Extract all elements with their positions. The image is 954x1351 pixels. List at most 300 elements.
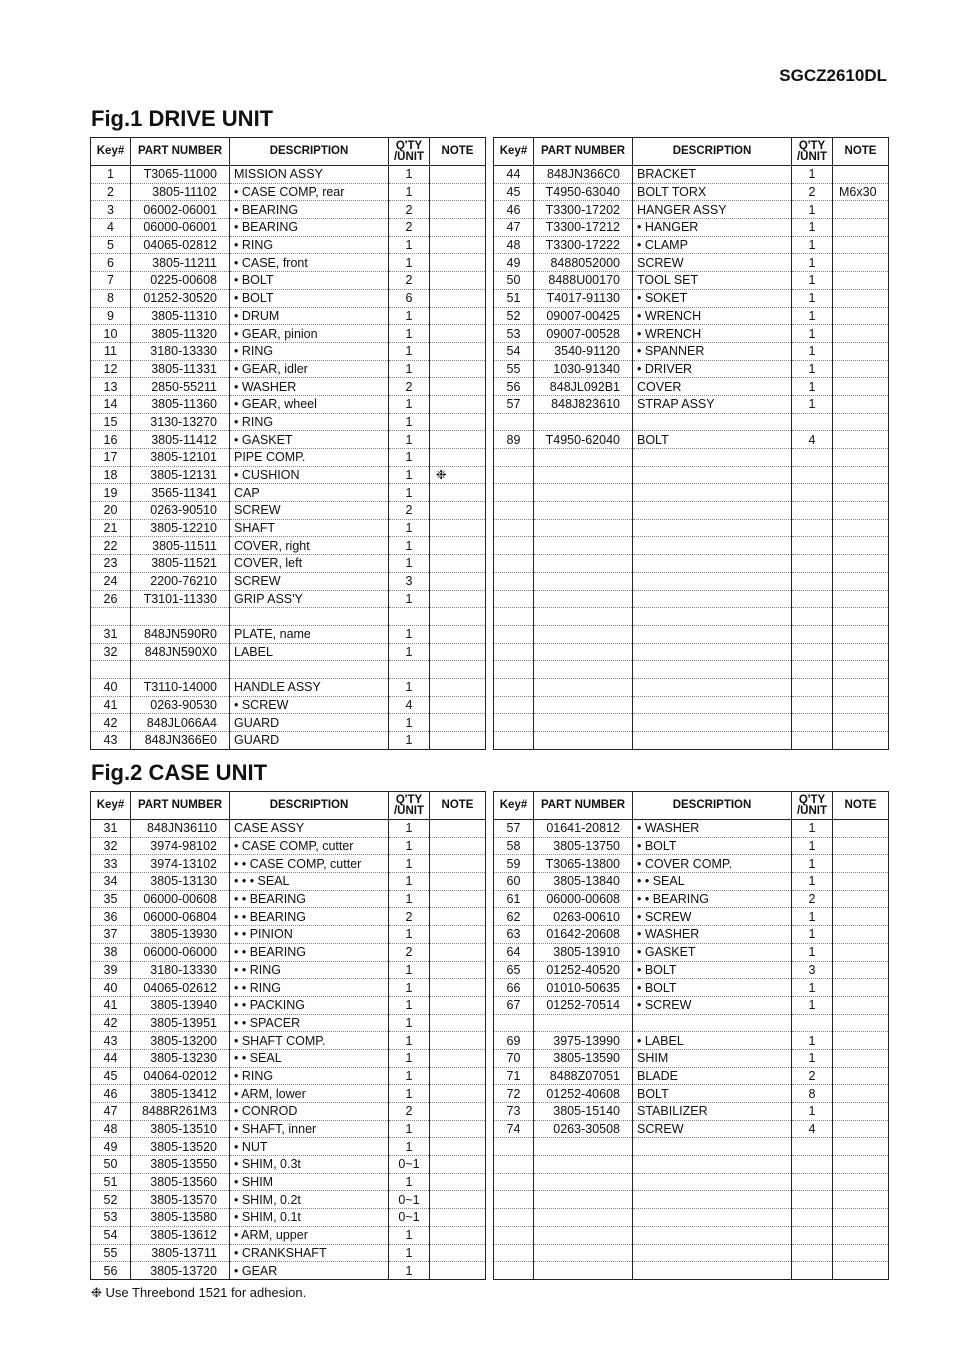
qty-cell: 0~1: [389, 1191, 430, 1209]
key-cell: 47: [91, 1103, 131, 1121]
table-row: [494, 555, 889, 573]
table-row: [91, 572, 486, 590]
part-number-cell: 3130-13270: [131, 413, 230, 431]
description-cell: [633, 413, 792, 431]
description-cell: [633, 1244, 792, 1262]
key-cell: 18: [91, 466, 131, 484]
key-cell: [494, 537, 534, 555]
qty-header-line2: /UNIT: [796, 804, 828, 817]
table-row: [91, 979, 486, 997]
description-cell: • DRIVER: [633, 360, 792, 378]
table-row: [91, 378, 486, 396]
note-cell: [430, 732, 486, 750]
part-number-cell: 848JL092B1: [534, 378, 633, 396]
description-cell: • • RING: [230, 979, 389, 997]
table-row: [91, 820, 486, 838]
table-row: [494, 466, 889, 484]
note-cell: [833, 466, 889, 484]
description-cell: HANGER ASSY: [633, 201, 792, 219]
table-row: [91, 466, 486, 484]
qty-cell: [792, 696, 833, 714]
key-cell: 42: [91, 714, 131, 732]
description-cell: TOOL SET: [633, 272, 792, 290]
key-cell: [91, 608, 131, 626]
description-cell: • SHAFT, inner: [230, 1120, 389, 1138]
key-cell: [494, 1191, 534, 1209]
qty-cell: 1: [792, 166, 833, 184]
qty-cell: 1: [389, 1049, 430, 1067]
qty-cell: [792, 1262, 833, 1280]
part-number-cell: 848JN36110: [131, 820, 230, 838]
qty-cell: [792, 413, 833, 431]
table-row: [494, 413, 889, 431]
key-cell: 21: [91, 519, 131, 537]
note-cell: [833, 820, 889, 838]
qty-cell: [792, 1156, 833, 1174]
qty-cell: [389, 608, 430, 626]
key-cell: [494, 714, 534, 732]
qty-cell: 1: [792, 1103, 833, 1121]
note-cell: [430, 1032, 486, 1050]
qty-cell: 4: [792, 431, 833, 449]
key-cell: 45: [494, 183, 534, 201]
key-cell: 9: [91, 307, 131, 325]
part-number-cell: 01010-50635: [534, 979, 633, 997]
qty-cell: [792, 449, 833, 467]
description-cell: CAP: [230, 484, 389, 502]
qty-cell: 1: [792, 307, 833, 325]
description-cell: • RING: [230, 236, 389, 254]
description-cell: PIPE COMP.: [230, 449, 389, 467]
table-row: [91, 732, 486, 750]
note-cell: [833, 961, 889, 979]
table-row: [494, 272, 889, 290]
part-number-cell: [534, 502, 633, 520]
qty-cell: 1: [389, 1138, 430, 1156]
description-cell: [633, 590, 792, 608]
qty-header: [389, 138, 430, 166]
description-cell: [633, 1191, 792, 1209]
table-row: [91, 837, 486, 855]
table-row: [494, 873, 889, 891]
description-cell: [633, 608, 792, 626]
key-cell: [494, 449, 534, 467]
note-header: NOTE: [833, 138, 889, 166]
description-cell: • CRANKSHAFT: [230, 1244, 389, 1262]
description-cell: BOLT: [633, 1085, 792, 1103]
qty-cell: [792, 1014, 833, 1032]
key-cell: 7: [91, 272, 131, 290]
description-cell: • GASKET: [230, 431, 389, 449]
description-cell: GUARD: [230, 714, 389, 732]
note-cell: [833, 1067, 889, 1085]
part-number-cell: 848JN366E0: [131, 732, 230, 750]
qty-cell: 1: [389, 431, 430, 449]
fig2-title: Fig.2 CASE UNIT: [91, 760, 268, 785]
key-cell: 49: [494, 254, 534, 272]
description-cell: • • RING: [230, 961, 389, 979]
description-header: DESCRIPTION: [633, 792, 792, 820]
key-cell: 43: [91, 1032, 131, 1050]
part-number-cell: 06000-00608: [131, 890, 230, 908]
key-cell: 32: [91, 643, 131, 661]
fig1-parts-table-left: [90, 137, 486, 750]
note-cell: [833, 590, 889, 608]
note-cell: [833, 307, 889, 325]
note-cell: [833, 449, 889, 467]
table-row: [91, 678, 486, 696]
description-cell: GRIP ASS'Y: [230, 590, 389, 608]
table-row: [91, 625, 486, 643]
key-cell: 47: [494, 219, 534, 237]
note-cell: [430, 1244, 486, 1262]
description-cell: • WRENCH: [633, 325, 792, 343]
note-cell: [430, 325, 486, 343]
note-cell: [430, 289, 486, 307]
qty-cell: [792, 484, 833, 502]
table-row: [494, 1173, 889, 1191]
part-number-cell: 0263-90510: [131, 502, 230, 520]
key-cell: 50: [494, 272, 534, 290]
table-row: [494, 696, 889, 714]
qty-cell: 8: [792, 1085, 833, 1103]
note-cell: [430, 502, 486, 520]
key-cell: 37: [91, 926, 131, 944]
note-cell: [833, 1032, 889, 1050]
description-cell: • • PINION: [230, 926, 389, 944]
part-number-cell: 3805-11102: [131, 183, 230, 201]
description-cell: • GEAR, pinion: [230, 325, 389, 343]
key-cell: 53: [494, 325, 534, 343]
note-cell: [833, 732, 889, 750]
description-cell: • • BEARING: [633, 890, 792, 908]
description-cell: • GEAR: [230, 1262, 389, 1280]
qty-cell: 1: [389, 395, 430, 413]
key-cell: [494, 572, 534, 590]
qty-cell: 1: [389, 926, 430, 944]
part-number-cell: [534, 643, 633, 661]
qty-cell: 1: [389, 590, 430, 608]
table-row: [494, 395, 889, 413]
note-cell: [430, 1138, 486, 1156]
description-cell: GUARD: [230, 732, 389, 750]
note-cell: [430, 1226, 486, 1244]
part-number-cell: 0263-30508: [534, 1120, 633, 1138]
key-cell: 55: [91, 1244, 131, 1262]
key-cell: [494, 502, 534, 520]
table-row: [91, 714, 486, 732]
part-number-cell: [534, 466, 633, 484]
description-cell: • • SEAL: [633, 873, 792, 891]
note-cell: [430, 272, 486, 290]
part-number-cell: [534, 714, 633, 732]
part-number-cell: [534, 555, 633, 573]
description-cell: COVER, right: [230, 537, 389, 555]
note-header: NOTE: [430, 792, 486, 820]
description-cell: • • CASE COMP, cutter: [230, 855, 389, 873]
table-row: [494, 537, 889, 555]
description-cell: • BOLT: [230, 272, 389, 290]
table-row: [494, 378, 889, 396]
description-cell: MISSION ASSY: [230, 166, 389, 184]
part-number-cell: [534, 484, 633, 502]
description-cell: SHIM: [633, 1049, 792, 1067]
note-cell: [833, 1120, 889, 1138]
note-cell: [833, 519, 889, 537]
qty-cell: 2: [389, 908, 430, 926]
qty-cell: 1: [389, 360, 430, 378]
part-number-cell: 3805-13750: [534, 837, 633, 855]
key-cell: 24: [91, 572, 131, 590]
description-header: DESCRIPTION: [633, 138, 792, 166]
key-cell: [494, 555, 534, 573]
description-cell: • SHIM, 0.3t: [230, 1156, 389, 1174]
part-number-cell: 3805-15140: [534, 1103, 633, 1121]
note-cell: [430, 608, 486, 626]
description-cell: • LABEL: [633, 1032, 792, 1050]
description-cell: SCREW: [633, 1120, 792, 1138]
qty-cell: 1: [389, 890, 430, 908]
qty-cell: 0~1: [389, 1156, 430, 1174]
key-cell: 4: [91, 219, 131, 237]
table-row: [91, 519, 486, 537]
table-row: [91, 360, 486, 378]
part-number-cell: 09007-00528: [534, 325, 633, 343]
qty-cell: 1: [389, 678, 430, 696]
note-cell: [430, 961, 486, 979]
description-cell: • • • SEAL: [230, 873, 389, 891]
fig1-parts-table-right: [493, 137, 889, 750]
description-cell: HANDLE ASSY: [230, 678, 389, 696]
part-number-cell: 8488Z07051: [534, 1067, 633, 1085]
qty-cell: 1: [389, 625, 430, 643]
part-number-cell: 848JN366C0: [534, 166, 633, 184]
note-cell: [833, 608, 889, 626]
note-cell: [430, 1103, 486, 1121]
table-row: [494, 1014, 889, 1032]
table-row: [494, 1067, 889, 1085]
description-cell: [633, 1226, 792, 1244]
qty-cell: 1: [792, 1032, 833, 1050]
note-cell: [833, 625, 889, 643]
key-header: Key#: [91, 138, 131, 166]
note-cell: [833, 1173, 889, 1191]
qty-cell: 1: [792, 360, 833, 378]
part-number-cell: 3805-12131: [131, 466, 230, 484]
description-cell: • SCREW: [633, 996, 792, 1014]
key-cell: [494, 1262, 534, 1280]
note-cell: [430, 572, 486, 590]
part-number-cell: 3805-13520: [131, 1138, 230, 1156]
key-cell: [494, 1173, 534, 1191]
table-row: [91, 996, 486, 1014]
table-row: [91, 643, 486, 661]
key-cell: 48: [494, 236, 534, 254]
key-cell: 59: [494, 855, 534, 873]
description-cell: COVER: [633, 378, 792, 396]
note-cell: [430, 431, 486, 449]
note-cell: [430, 378, 486, 396]
table-row: [494, 1032, 889, 1050]
note-cell: [430, 979, 486, 997]
note-cell: [833, 837, 889, 855]
table-row: [494, 289, 889, 307]
key-cell: [494, 519, 534, 537]
table-row: [91, 890, 486, 908]
note-cell: [430, 908, 486, 926]
note-cell: [833, 395, 889, 413]
qty-cell: 1: [389, 466, 430, 484]
description-header: DESCRIPTION: [230, 138, 389, 166]
part-number-cell: T3110-14000: [131, 678, 230, 696]
description-cell: [633, 1014, 792, 1032]
fig1-title: Fig.1 DRIVE UNIT: [91, 106, 274, 131]
description-cell: [633, 555, 792, 573]
table-header-row: [91, 792, 486, 820]
note-cell: [430, 625, 486, 643]
description-cell: • WASHER: [633, 820, 792, 838]
table-row: [91, 1120, 486, 1138]
table-row: [494, 307, 889, 325]
part-number-cell: [534, 1226, 633, 1244]
description-cell: [230, 661, 389, 679]
note-cell: [833, 1085, 889, 1103]
note-header: NOTE: [430, 138, 486, 166]
qty-cell: 1: [792, 201, 833, 219]
note-cell: [430, 484, 486, 502]
table-row: [494, 890, 889, 908]
part-number-cell: 3805-13720: [131, 1262, 230, 1280]
table-row: [91, 342, 486, 360]
part-number-header: PART NUMBER: [131, 138, 230, 166]
part-number-cell: 3565-11341: [131, 484, 230, 502]
table-row: [91, 608, 486, 626]
table-row: [494, 837, 889, 855]
description-cell: • GASKET: [633, 943, 792, 961]
description-cell: • WASHER: [633, 926, 792, 944]
part-number-cell: [534, 608, 633, 626]
qty-cell: 1: [389, 1067, 430, 1085]
note-cell: [833, 537, 889, 555]
part-number-cell: 3805-13580: [131, 1209, 230, 1227]
part-number-cell: 06000-00608: [534, 890, 633, 908]
part-number-cell: 04064-02012: [131, 1067, 230, 1085]
table-row: [91, 661, 486, 679]
description-cell: COVER, left: [230, 555, 389, 573]
part-number-cell: [534, 732, 633, 750]
note-cell: [833, 696, 889, 714]
qty-cell: 4: [792, 1120, 833, 1138]
description-cell: [633, 519, 792, 537]
note-cell: [833, 1244, 889, 1262]
key-cell: 3: [91, 201, 131, 219]
part-number-cell: 3805-11331: [131, 360, 230, 378]
part-number-cell: 1030-91340: [534, 360, 633, 378]
note-cell: [430, 837, 486, 855]
key-cell: 54: [91, 1226, 131, 1244]
note-cell: [430, 1262, 486, 1280]
note-cell: [430, 661, 486, 679]
part-number-cell: T3300-17202: [534, 201, 633, 219]
table-row: [91, 395, 486, 413]
description-cell: • • SEAL: [230, 1049, 389, 1067]
qty-cell: [792, 643, 833, 661]
qty-cell: 1: [389, 183, 430, 201]
note-cell: [430, 1209, 486, 1227]
table-row: [494, 1085, 889, 1103]
description-cell: • SOKET: [633, 289, 792, 307]
part-number-header: PART NUMBER: [534, 792, 633, 820]
key-cell: 70: [494, 1049, 534, 1067]
part-number-cell: 01641-20812: [534, 820, 633, 838]
description-cell: • GEAR, idler: [230, 360, 389, 378]
description-cell: BOLT TORX: [633, 183, 792, 201]
key-cell: 8: [91, 289, 131, 307]
description-cell: STRAP ASSY: [633, 395, 792, 413]
qty-cell: 1: [389, 1085, 430, 1103]
description-cell: • • PACKING: [230, 996, 389, 1014]
note-cell: [833, 943, 889, 961]
table-row: [91, 1032, 486, 1050]
qty-cell: 1: [792, 342, 833, 360]
description-cell: • CUSHION: [230, 466, 389, 484]
part-number-cell: 3805-13412: [131, 1085, 230, 1103]
qty-cell: [792, 590, 833, 608]
note-cell: [833, 1156, 889, 1174]
table-row: [494, 1244, 889, 1262]
description-cell: • DRUM: [230, 307, 389, 325]
note-cell: [430, 449, 486, 467]
note-cell: [833, 855, 889, 873]
key-cell: 57: [494, 395, 534, 413]
table-row: [91, 1014, 486, 1032]
description-cell: [633, 661, 792, 679]
qty-cell: [792, 1138, 833, 1156]
qty-cell: 1: [389, 855, 430, 873]
description-cell: [633, 572, 792, 590]
table-row: [91, 1191, 486, 1209]
part-number-cell: 2200-76210: [131, 572, 230, 590]
table-row: [494, 1120, 889, 1138]
part-number-cell: [131, 661, 230, 679]
note-cell: [833, 643, 889, 661]
note-header: NOTE: [833, 792, 889, 820]
part-number-cell: 3805-11320: [131, 325, 230, 343]
qty-cell: 1: [792, 908, 833, 926]
key-cell: 33: [91, 855, 131, 873]
qty-cell: 2: [389, 943, 430, 961]
part-number-cell: 848JN590X0: [131, 643, 230, 661]
description-cell: • HANGER: [633, 219, 792, 237]
qty-cell: 1: [792, 325, 833, 343]
part-number-cell: 2850-55211: [131, 378, 230, 396]
part-number-cell: 01252-30520: [131, 289, 230, 307]
table-row: [91, 908, 486, 926]
description-cell: • CASE, front: [230, 254, 389, 272]
note-cell: [430, 519, 486, 537]
description-cell: • BOLT: [633, 979, 792, 997]
table-row: [91, 449, 486, 467]
part-number-cell: [534, 537, 633, 555]
key-cell: [494, 643, 534, 661]
table-row: [91, 696, 486, 714]
part-number-cell: [534, 449, 633, 467]
key-cell: [494, 1209, 534, 1227]
key-cell: 48: [91, 1120, 131, 1138]
footnote: ❉ Use Threebond 1521 for adhesion.: [91, 1285, 307, 1300]
key-cell: [494, 1244, 534, 1262]
qty-header-line2: /UNIT: [393, 804, 425, 817]
